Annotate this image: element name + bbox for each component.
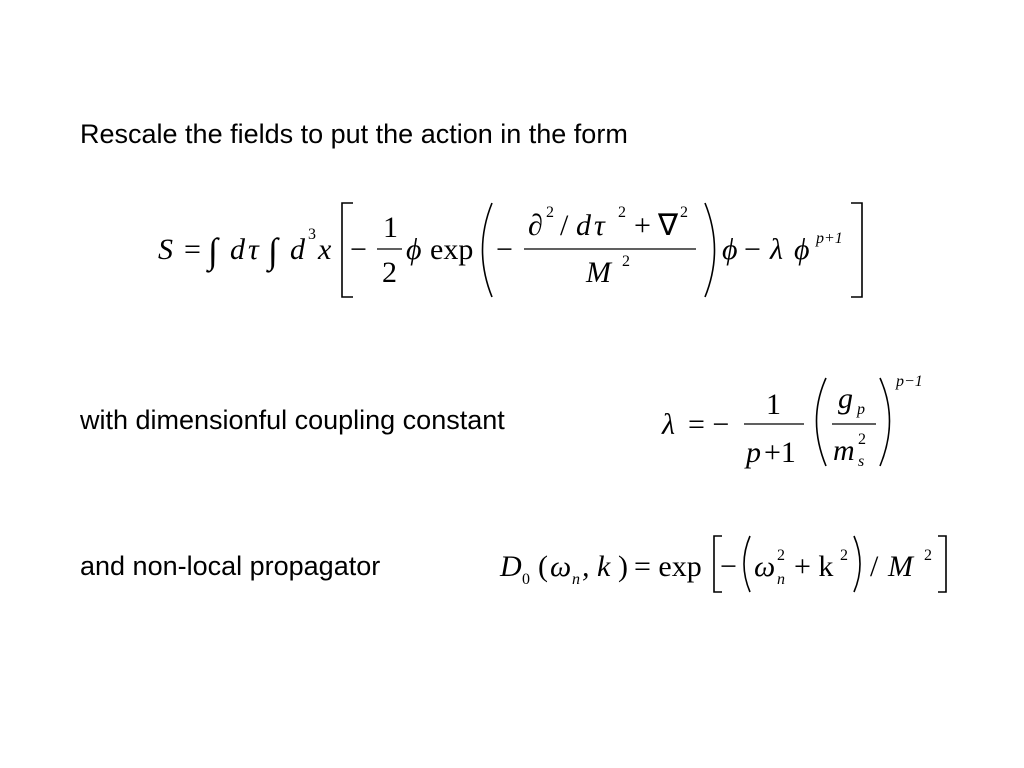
- omega-symbol: ω: [550, 550, 572, 583]
- fraction-numerator: 1: [766, 388, 781, 421]
- right-parenthesis: [854, 536, 860, 592]
- comma-k: , k: [582, 550, 611, 583]
- plus-k: + k: [794, 550, 834, 583]
- m-variable: m: [833, 434, 855, 467]
- propagator-equation: [500, 532, 960, 602]
- m-superscript: 2: [858, 431, 866, 448]
- phi-symbol: ϕ: [406, 233, 422, 266]
- slash-sign: /: [560, 209, 569, 242]
- right-parenthesis: [880, 378, 890, 466]
- action-equation: [150, 195, 890, 305]
- phi-symbol: ϕ: [722, 233, 738, 266]
- nabla-symbol: ∇: [658, 209, 679, 242]
- left-parenthesis: [744, 536, 750, 592]
- tau-symbol: τ: [248, 233, 259, 266]
- minus-sign: −: [350, 233, 367, 266]
- half-denominator: 2: [382, 256, 397, 289]
- slash-sign: /: [870, 550, 879, 583]
- squared-exponent: 2: [618, 204, 626, 221]
- D-subscript: 0: [522, 571, 530, 588]
- minus-sign: −: [720, 550, 737, 583]
- squared-exponent: 2: [680, 204, 688, 221]
- left-parenthesis: [817, 378, 827, 466]
- g-variable: g: [838, 382, 853, 415]
- differential-d: d: [290, 233, 305, 266]
- phi-symbol: ϕ: [794, 233, 810, 266]
- lambda-symbol: λ: [770, 233, 783, 266]
- tau-symbol: τ: [594, 209, 605, 242]
- mass-symbol: M: [586, 256, 611, 289]
- right-square-bracket: [851, 203, 862, 297]
- denominator-rest: +1: [764, 436, 796, 469]
- p-variable: p: [746, 436, 761, 469]
- left-parenthesis: [483, 203, 493, 297]
- coupling-equation: [660, 370, 940, 480]
- plus-sign: +: [634, 209, 651, 242]
- equals-minus: = −: [688, 408, 730, 441]
- equals-exp: = exp: [634, 550, 702, 583]
- minus-sign: −: [744, 233, 761, 266]
- close-paren: ): [618, 550, 628, 583]
- mass-superscript: 2: [924, 547, 932, 564]
- half-numerator: 1: [383, 211, 398, 244]
- differential-d: d: [576, 209, 591, 242]
- mass-symbol: M: [888, 550, 913, 583]
- k-superscript: 2: [840, 547, 848, 564]
- minus-sign: −: [496, 233, 513, 266]
- cube-exponent: 3: [308, 226, 316, 243]
- equals-sign: =: [184, 233, 201, 266]
- right-parenthesis: [705, 203, 715, 297]
- propagator-text: and non-local propagator: [80, 551, 381, 581]
- intro-text: Rescale the fields to put the action in the form: [80, 119, 628, 149]
- x-variable: x: [318, 233, 332, 266]
- coupling-text: with dimensionful coupling constant: [80, 405, 505, 435]
- open-paren: (: [538, 550, 548, 583]
- right-square-bracket: [938, 536, 946, 592]
- m-subscript: s: [858, 453, 865, 470]
- power-exponent: p+1: [816, 230, 843, 247]
- lambda-symbol: λ: [662, 408, 675, 441]
- integral-sign: ∫: [268, 231, 278, 271]
- partial-symbol: ∂: [528, 209, 543, 242]
- g-subscript: p: [857, 401, 865, 418]
- exp-function: exp: [430, 233, 474, 266]
- differential-d: d: [230, 233, 245, 266]
- squared-exponent: 2: [622, 253, 630, 270]
- squared-exponent: 2: [546, 204, 554, 221]
- D-symbol: D: [500, 550, 522, 583]
- omega-subscript: n: [572, 571, 580, 588]
- omega-symbol: ω: [754, 550, 776, 583]
- omega-superscript: 2: [777, 547, 785, 564]
- omega-subscript: n: [777, 571, 785, 588]
- power-exponent: p−1: [896, 373, 923, 390]
- integral-sign: ∫: [208, 231, 218, 271]
- action-lhs: S: [158, 233, 173, 266]
